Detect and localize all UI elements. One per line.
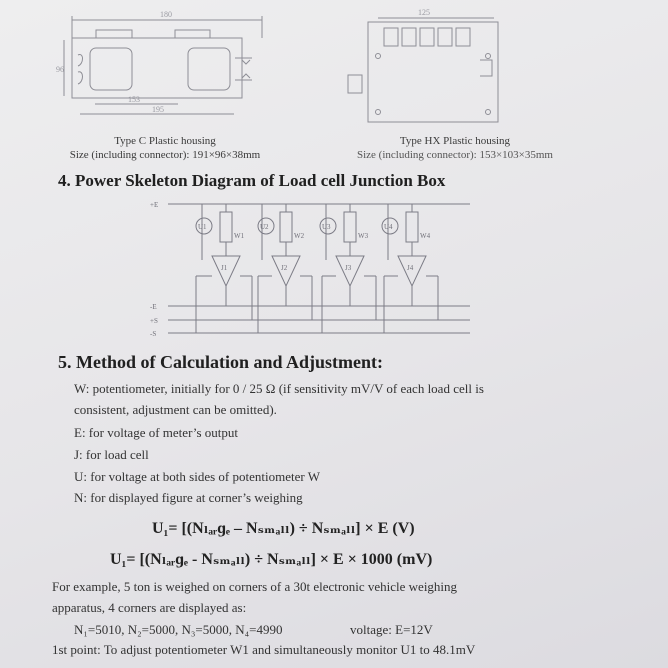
type-c-housing-drawing [64,16,262,114]
svg-text:-E: -E [150,303,157,311]
svg-text:+E: +E [150,201,159,209]
svg-text:U4: U4 [384,223,393,231]
definition-line: N: for displayed figure at corner’s weighing [74,490,303,505]
svg-text:180: 180 [160,10,172,19]
first-point-instruction: 1st point: To adjust potentiometer W1 and simultaneously monitor U1 to 48.1mV [52,642,476,657]
formula-millivolts: U₁= [(Nₗₐᵣɡₑ - Nₛₘₐₗₗ) ÷ Nₛₘₐₗₗ] × E × 1000 (mV) [110,551,433,568]
svg-text:+S: +S [150,317,158,325]
section-4-title: 4. Power Skeleton Diagram of Load cell Junction Box [58,171,446,190]
svg-text:U1: U1 [198,223,207,231]
definition-line: U: for voltage at both sides of potentiometer W [74,469,320,484]
definition-line: E: for voltage of meter’s output [74,425,239,440]
type-c-caption [40,134,290,162]
svg-text:W3: W3 [358,232,369,240]
svg-text:J1: J1 [221,264,228,272]
type-hx-caption [330,134,580,162]
svg-text:J2: J2 [281,264,288,272]
svg-text:J3: J3 [345,264,352,272]
definition-line: consistent, adjustment can be omitted). [74,402,277,417]
type-hx-caption-size: Size (including connector): 153×103×35mm [356,149,553,161]
type-hx-housing-drawing [348,18,498,122]
type-c-caption-size: Size (including connector): 191×96×38mm [69,149,261,161]
svg-text:J4: J4 [407,264,414,272]
junction-box-diagram [0,190,668,350]
svg-text:W4: W4 [420,232,431,240]
svg-text:-S: -S [150,330,157,338]
svg-text:U2: U2 [260,223,269,231]
example-line: apparatus, 4 corners are displayed as: [52,600,247,615]
housing-drawings [0,0,668,135]
svg-text:125: 125 [418,8,430,17]
type-hx-caption-name: Type HX Plastic housing [399,135,511,147]
svg-text:U3: U3 [322,223,331,231]
svg-text:153: 153 [128,95,140,104]
definition-line: W: potentiometer, initially for 0 / 25 Ω (if sensitivity mV/V of each load cell is [74,381,484,396]
svg-text:W2: W2 [294,232,305,240]
corner-values: N₁=5010, N₂=5000, N₃=5000, N₄=4990 [74,622,283,637]
section-5-title: 5. Method of Calculation and Adjustment: [58,352,384,372]
svg-text:195: 195 [152,105,164,114]
type-c-caption-name: Type C Plastic housing [114,135,216,147]
voltage-value: voltage: E=12V [350,622,433,637]
svg-text:96: 96 [56,65,64,74]
definition-line: J: for load cell [74,447,149,462]
example-line: For example, 5 ton is weighed on corners of a 30t electronic vehicle weighing [52,579,458,594]
svg-text:W1: W1 [234,232,245,240]
formula-volts: U₁= [(Nₗₐᵣɡₑ – Nₛₘₐₗₗ) ÷ Nₛₘₐₗₗ] × E (V) [152,520,415,537]
